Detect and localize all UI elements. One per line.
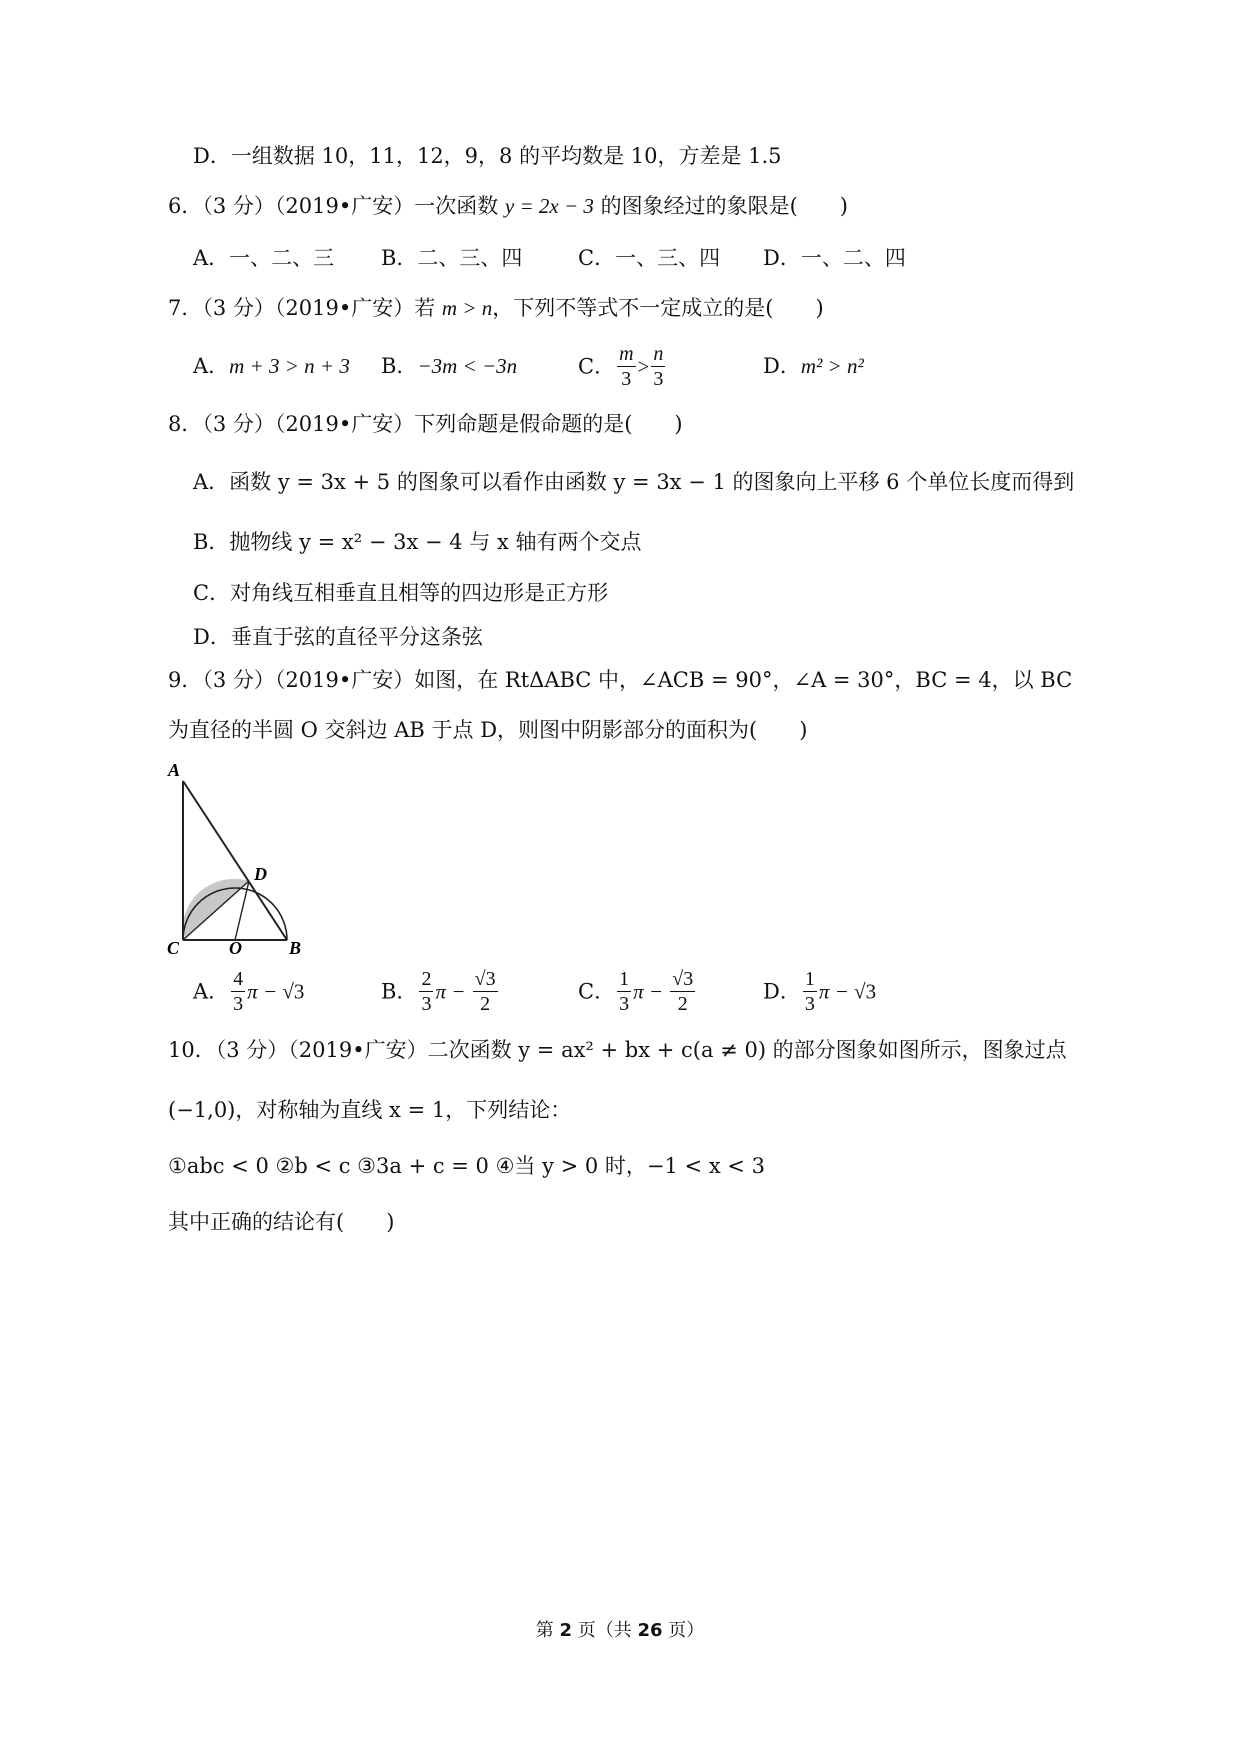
q7-option-b: B．−3m < −3n — [381, 354, 518, 378]
q8-stem: 8．（3 分）（2019•广安）下列命题是假命题的是( ) — [168, 412, 683, 436]
label-d: D — [254, 864, 267, 884]
q9-geometry-figure — [160, 758, 320, 958]
page-footer: 第 2 页（共 26 页） — [535, 1620, 705, 1641]
q10-stem-line2: (−1,0)，对称轴为直线 x = 1，下列结论： — [168, 1098, 572, 1122]
q9-option-d: D． $\frac{1}{3}$ π − √3 — [763, 968, 877, 1015]
label-a: A — [168, 760, 181, 780]
q6-option-a: A．一、二、三 — [193, 246, 335, 270]
page-number: 2 — [559, 1620, 572, 1641]
q7-option-c: C． $\frac{m}{3}$ > $\frac{n}{3}$ — [578, 343, 664, 390]
q9-stem-line1: 9．（3 分）（2019•广安）如图，在 RtΔABC 中，∠ACB = 90°，∠A = 30°，BC = 4，以 BC — [168, 668, 1073, 692]
q7-option-a: A．m + 3 > n + 3 — [193, 354, 350, 378]
q10-conclusions: ①abc < 0 ②b < c ③3a + c = 0 ④当 y > 0 时，−1 < x < 3 — [168, 1154, 765, 1178]
q9-option-a: A． $\frac{4}{3}$ π − √3 — [193, 968, 305, 1015]
q7-stem: 7．（3 分）（2019•广安）若 m > n，下列不等式不一定成立的是( ) — [168, 296, 824, 320]
q5-option-d: D．一组数据 10，11，12，9，8 的平均数是 10，方差是 1.5 — [193, 144, 782, 168]
q9-option-b: B． $\frac{2}{3}$ π − $\frac{√3}{2}$ — [381, 968, 496, 1015]
page-total: 26 — [637, 1620, 663, 1641]
q8-option-d: D．垂直于弦的直径平分这条弦 — [193, 625, 483, 649]
q7-option-d: D．m² > n² — [763, 354, 864, 378]
q6-option-c: C．一、三、四 — [578, 246, 721, 270]
q6-stem: 6．（3 分）（2019•广安）一次函数 y = 2x − 3 的图象经过的象限是( ) — [168, 194, 848, 218]
q8-option-b: B．抛物线 y = x² − 3x − 4 与 x 轴有两个交点 — [193, 530, 642, 554]
label-c: C — [167, 938, 180, 958]
label-b: B — [289, 938, 302, 958]
q10-stem-line1: 10．（3 分）（2019•广安）二次函数 y = ax² + bx + c(a ≠ 0) 的部分图象如图所示，图象过点 — [168, 1038, 1067, 1062]
q6-option-b: B．二、三、四 — [381, 246, 523, 270]
q9-stem-line2: 为直径的半圆 O 交斜边 AB 于点 D，则图中阴影部分的面积为( ) — [168, 718, 808, 742]
q8-option-a: A．函数 y = 3x + 5 的图象可以看作由函数 y = 3x − 1 的图象向上平移 6 个单位长度而得到 — [193, 470, 1075, 494]
q10-question: 其中正确的结论有( ) — [168, 1210, 395, 1234]
q8-option-c: C．对角线互相垂直且相等的四边形是正方形 — [193, 581, 609, 605]
q9-option-c: C． $\frac{1}{3}$ π − $\frac{√3}{2}$ — [578, 968, 694, 1015]
label-o: O — [229, 938, 242, 958]
q6-option-d: D．一、二、四 — [763, 246, 906, 270]
